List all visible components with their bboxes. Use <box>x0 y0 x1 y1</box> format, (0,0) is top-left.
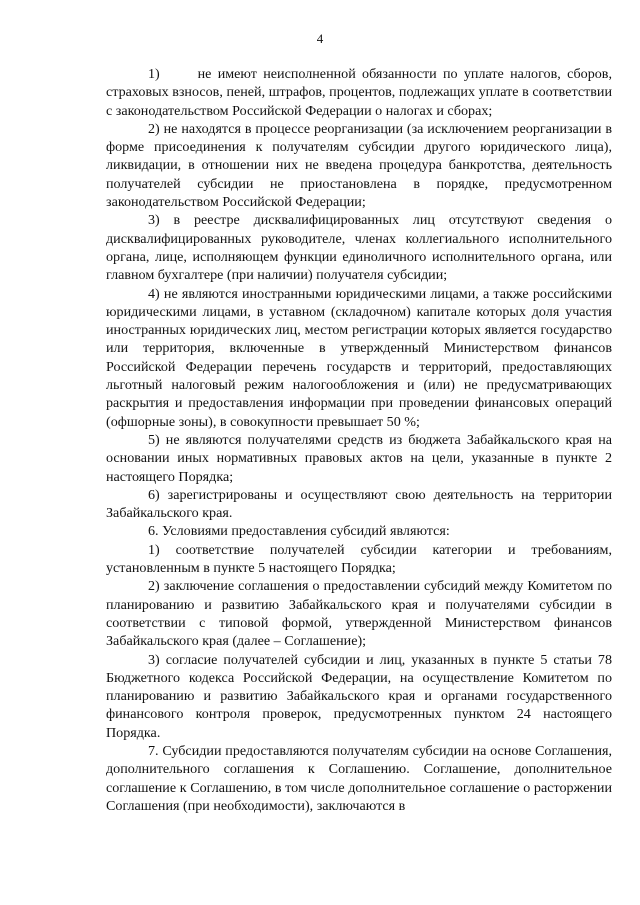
condition-item-2: 2) заключение соглашения о предоставлении субсидий между Комитетом по планированию и развитию Забайкальского края и получателями субсидии в соответствии с типовой формой, утвержденной Министерством финансов Забайкальского края (далее – Соглашение); <box>106 578 612 650</box>
condition-item-3: 3) согласие получателей субсидии и лиц, указанных в пункте 5 статьи 78 Бюджетного кодекса Российской Федерации, на осуществление Комитетом по планированию и развитию Забайкальского края и органами государственного финансового контроля проверок, предусмотренных пунктом 24 настоящего Порядка. <box>106 651 612 741</box>
list-item-4-not-foreign-entities: 4) не являются иностранными юридическими лицами, а также российскими юридическими лицами, в уставном (складочном) капитале которых доля участия иностранных юридических лиц, местом регистрации которых является государство или территория, включенные в утвержденный Министерством финансов Российской Федерации перечень государств и территорий, предоставляющих льготный налоговый режим налогообложения и (или) не предусматривающих раскрытия и предоставления информации при проведении финансовых операций (офшорные зоны), в совокупности превышает 50 %; <box>106 285 612 430</box>
list-item-3-disqualified-persons: 3) в реестре дисквалифицированных лиц отсутствуют сведения о дисквалифицированных руководителе, членах коллегиального исполнительного органа, лице, исполняющем функции единоличного исполнительного органа, или главном бухгалтере (при наличии) получателя субсидии; <box>106 212 612 284</box>
list-item-1-no-tax-debt: 1) не имеют неисполненной обязанности по уплате налогов, сборов, страховых взносов, пеней, штрафов, процентов, подлежащих уплате в соответствии с законодательством Российской Федерации о налогах и сборах; <box>106 66 612 119</box>
section-7-paragraph: 7. Субсидии предоставляются получателям субсидии на основе Соглашения, дополнительного соглашения к Соглашению. Соглашение, дополнительное соглашение к Соглашению, в том числе дополнительное соглашение о расторжении Соглашения (при необходимости), заключаются в <box>106 742 612 814</box>
document-body <box>106 65 612 815</box>
condition-item-1: 1) соответствие получателей субсидии категории и требованиям, установленным в пункте 5 настоящего Порядка; <box>106 541 612 577</box>
section-6-heading: 6. Условиями предоставления субсидий являются: <box>148 523 450 540</box>
list-item-6-registered-in-region: 6) зарегистрированы и осуществляют свою деятельность на территории Забайкальского края. <box>106 486 612 522</box>
list-item-2-no-reorganization: 2) не находятся в процессе реорганизации (за исключением реорганизации в форме присоединения к получателям субсидии другого юридического лица), ликвидации, в отношении них не введена процедура банкротства, деятельность получателей субсидии не приостановлена в порядке, предусмотренном законодательством Российской Федерации; <box>106 120 612 211</box>
page-number: 4 <box>316 31 324 46</box>
list-item-5-not-budget-recipients: 5) не являются получателями средств из бюджета Забайкальского края на основании иных нормативных правовых актов на цели, указанные в пункте 2 настоящего Порядка; <box>106 431 612 485</box>
